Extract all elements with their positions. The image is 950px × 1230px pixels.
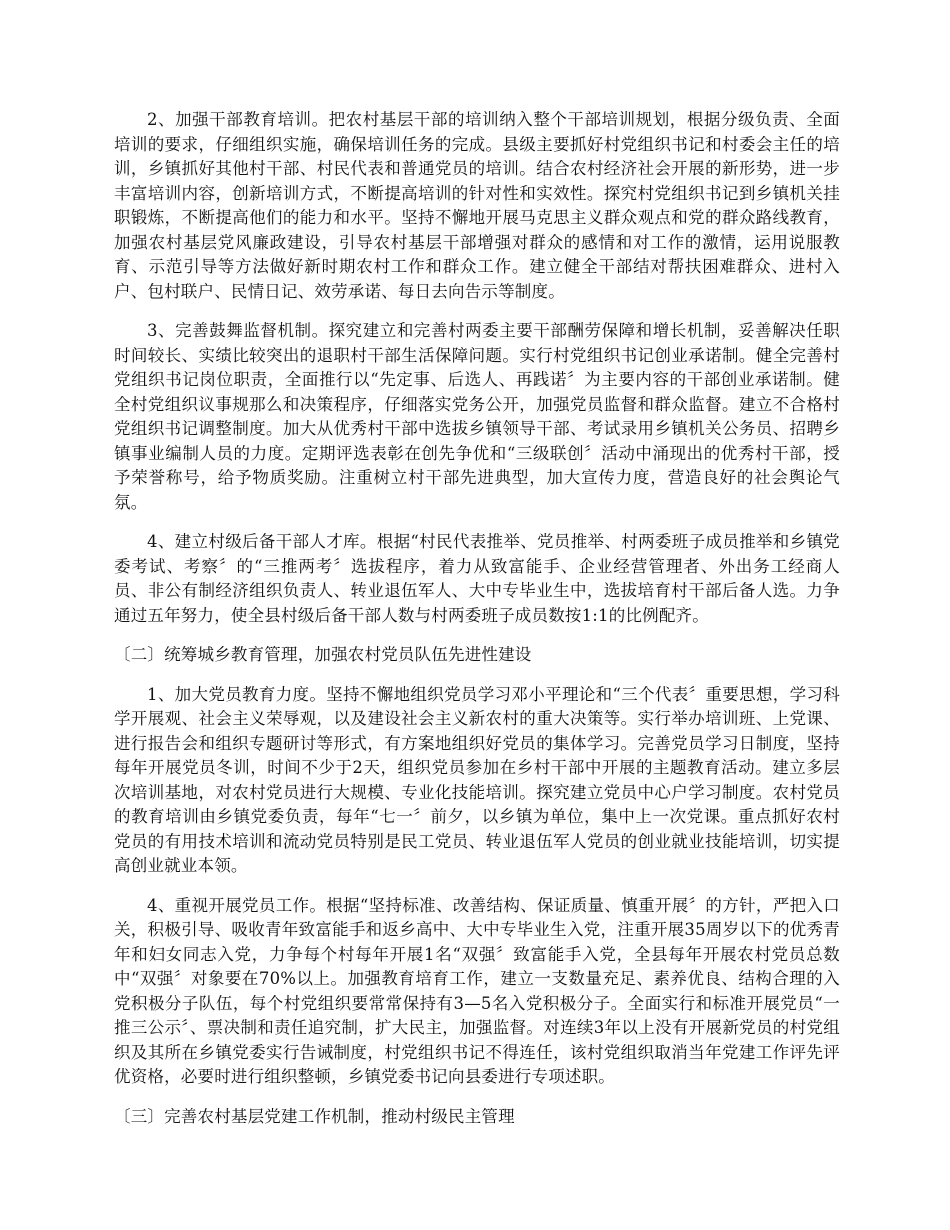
paragraph-incentive-supervision: 3、完善鼓舞监督机制。探究建立和完善村两委主要干部酬劳保障和增长机制，妥善解决任职时间较长、实绩比较突出的退职村干部生活保障问题。实行村党组织书记创业承诺制。健全完善村党组织书记岗位职责，全面推行以“先定事、后选人、再践诺〞为主要内容的干部创业承诺制。健全村党组织议事规那么和决策程序，仔细落实党务公开，加强党员监督和群众监督。建立不合格村党组织书记调整制度。加大从优秀村干部中选拔乡镇领导干部、考试录用乡镇机关公务员、招聘乡镇事业编制人员的力度。定期评选表彰在创先争优和“三级联创〞活动中涌现出的优秀村干部，授予荣誉称号，给予物质奖励。注重树立村干部先进典型，加大宣传力度，营造良好的社会舆论气氛。 xyxy=(114,321,840,512)
document-body xyxy=(114,108,840,1144)
paragraph-reserve-cadres: 4、建立村级后备干部人才库。根据“村民代表推举、党员推举、村两委班子成员推举和乡镇党委考试、考察〞的“三推两考〞选拔程序，着力从致富能手、企业经营管理者、外出务工经商人员、非公有制经济组织负责人、转业退伍军人、大中专毕业生中，选拔培育村干部后备人选。力争通过五年努力，使全县村级后备干部人数与村两委班子成员数按1:1的比例配齐。 xyxy=(114,532,840,625)
paragraph-training: 2、加强干部教育培训。把农村基层干部的培训纳入整个干部培训规划，根据分级负责、全面培训的要求，仔细组织实施，确保培训任务的完成。县级主要抓好村党组织书记和村委会主任的培训，乡镇抓好其他村干部、村民代表和普通党员的培训。结合农村经济社会开展的新形势，进一步丰富培训内容，创新培训方式，不断提高培训的针对性和实效性。探究村党组织书记到乡镇机关挂职锻炼，不断提高他们的能力和水平。坚持不懈地开展马克思主义群众观点和党的群众路线教育，加强农村基层党风廉政建设，引导农村基层干部增强对群众的感情和对工作的激情，运用说服教育、示范引导等方法做好新时期农村工作和群众工作。建立健全干部结对帮扶困难群众、进村入户、包村联户、民情日记、效劳承诺、每日去向告示等制度。 xyxy=(114,110,840,301)
section-heading-3: 〔三〕完善农村基层党建工作机制，推动村级民主管理 xyxy=(114,1106,515,1126)
paragraph-party-development: 4、重视开展党员工作。根据“坚持标准、改善结构、保证质量、慎重开展〞的方针，严把入口关，积极引导、吸收青年致富能手和返乡高中、大中专毕业生入党，注重开展35周岁以下的优秀青年和妇女同志入党，力争每个村每年开展1名“双强〞致富能手入党，全县每年开展农村党员总数中“双强〞对象要在70%以上。加强教育培育工作，建立一支数量充足、素养优良、结构合理的入党积极分子队伍，每个村党组织要常常保持有3—5名入党积极分子。全面实行和标准开展党员“一推三公示〞、票决制和责任追究制，扩大民主，加强监督。对连续3年以上没有开展新党员的村党组织及其所在乡镇党委实行告诫制度，村党组织书记不得连任，该村党组织取消当年党建工作评先评优资格，必要时进行组织整顿，乡镇党委书记向县委进行专项述职。 xyxy=(114,895,840,1086)
section-heading-2: 〔二〕统筹城乡教育管理，加强农村党员队伍先进性建设 xyxy=(114,645,532,664)
paragraph-party-education: 1、加大党员教育力度。坚持不懈地组织党员学习邓小平理论和“三个代表〞重要思想，学习科学开展观、社会主义荣辱观，以及建设社会主义新农村的重大决策等。实行举办培训班、上党课、进行报告会和组织专题研讨等形式，有方案地组织好党员的集体学习。完善党员学习日制度，坚持每年开展党员冬训，时间不少于2天，组织党员参加在乡村干部中开展的主题教育活动。建立多层次培训基地，对农村党员进行大规模、专业化技能培训。探究建立党员中心户学习制度。农村党员的教育培训由乡镇党委负责，每年“七一〞前夕，以乡镇为单位，集中上一次党课。重点抓好农村党员的有用技术培训和流动党员特别是民工党员、转业退伍军人党员的创业就业技能培训，切实提高创业就业本领。 xyxy=(114,684,840,875)
